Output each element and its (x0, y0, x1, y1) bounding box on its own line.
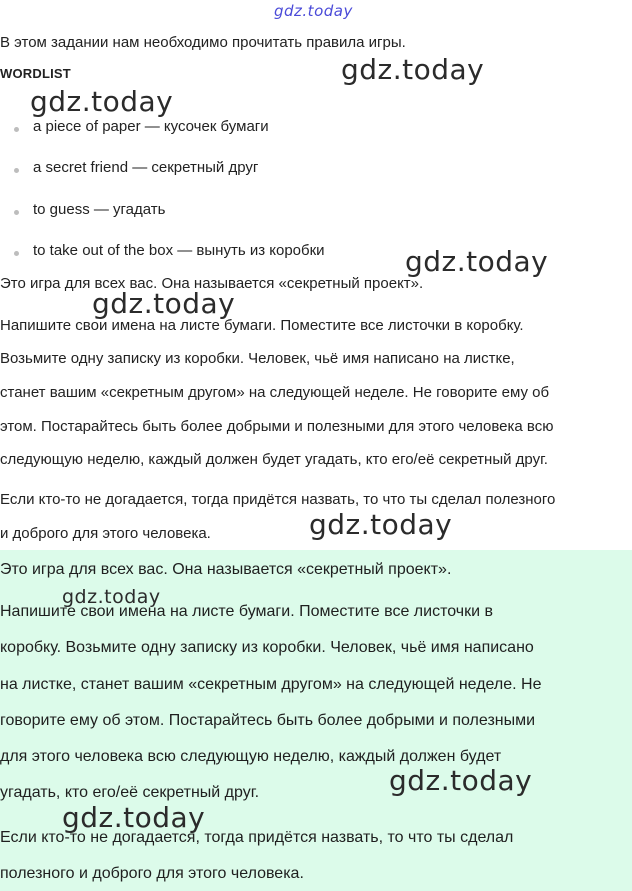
watermark: gdz.today (341, 53, 485, 86)
highlight-line: угадать, кто его/её секретный друг. (0, 784, 260, 801)
text-line: этом. Постарайтесь быть более добрыми и полезными для этого человека всю (0, 418, 554, 435)
watermark-top: gdz.today (274, 2, 353, 20)
highlight-line: Если кто-то не догадается, тогда придётся назвать, то что ты сделал (0, 829, 514, 846)
watermark: gdz.today (92, 287, 236, 320)
bullet-icon (14, 127, 19, 132)
watermark: gdz.today (389, 764, 533, 797)
text-line: Если кто-то не догадается, тогда придётся назвать, то что ты сделал полезного (0, 491, 556, 508)
watermark: gdz.today (62, 586, 161, 608)
text-line: Напишите свои имена на листе бумаги. Поместите все листочки в коробку. (0, 317, 524, 334)
highlight-line: говорите ему об этом. Постарайтесь быть более добрыми и полезными (0, 712, 536, 729)
bullet-icon (14, 251, 19, 256)
wordlist-heading: WORDLIST (0, 66, 71, 81)
text-line: и доброго для этого человека. (0, 525, 211, 542)
text-line: Это игра для всех вас. Она называется «секретный проект». (0, 275, 424, 292)
highlight-line: для этого человека всю следующую неделю, каждый должен будет (0, 748, 502, 765)
highlight-line: на листке, станет вашим «секретным другом» на следующей неделе. Не (0, 676, 542, 693)
highlight-line: Напишите свои имена на листе бумаги. Поместите все листочки в (0, 603, 493, 620)
text-line: следующую неделю, каждый должен будет угадать, кто его/её секретный друг. (0, 451, 548, 468)
wordlist-item: to guess — угадать (33, 201, 166, 218)
bullet-icon (14, 210, 19, 215)
highlight-line: Это игра для всех вас. Она называется «секретный проект». (0, 561, 452, 578)
highlight-line: коробку. Возьмите одну записку из коробки. Человек, чьё имя написано (0, 639, 534, 656)
watermark: gdz.today (309, 508, 453, 541)
wordlist-item: a secret friend — секретный друг (33, 159, 259, 176)
text-line: станет вашим «секретным другом» на следующей неделе. Не говорите ему об (0, 384, 550, 401)
watermark: gdz.today (30, 85, 174, 118)
wordlist-item: a piece of paper — кусочек бумаги (33, 118, 269, 135)
text-line: Возьмите одну записку из коробки. Человек, чьё имя написано на листке, (0, 350, 515, 367)
wordlist-item: to take out of the box — вынуть из коробки (33, 242, 325, 259)
highlight-line: полезного и доброго для этого человека. (0, 865, 304, 882)
bullet-icon (14, 168, 19, 173)
intro-text: В этом задании нам необходимо прочитать правила игры. (0, 34, 406, 51)
watermark: gdz.today (405, 245, 549, 278)
watermark: gdz.today (62, 801, 206, 834)
